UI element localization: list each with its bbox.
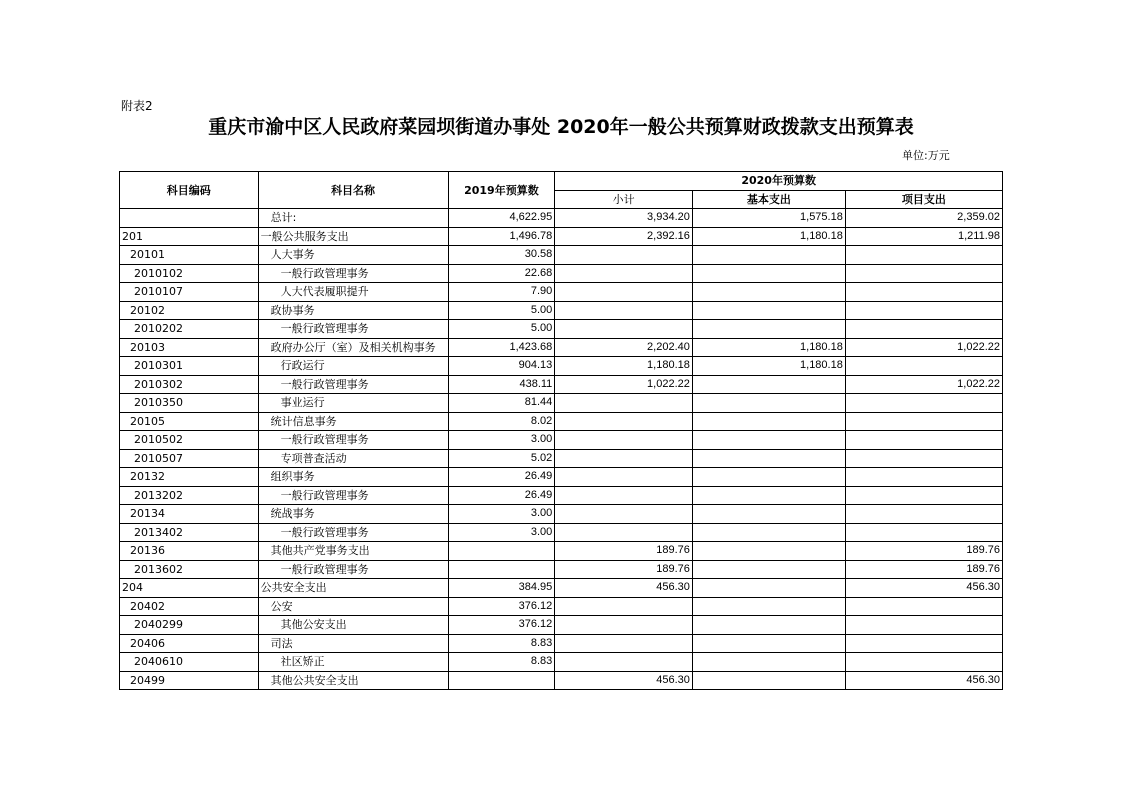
row-subtotal bbox=[555, 486, 693, 505]
row-subtotal bbox=[555, 283, 693, 302]
row-name: 人大代表履职提升 bbox=[258, 283, 448, 302]
row-project-expenditure bbox=[845, 468, 1002, 487]
row-basic-expenditure bbox=[692, 264, 845, 283]
row-basic-expenditure bbox=[692, 653, 845, 672]
row-basic-expenditure bbox=[692, 486, 845, 505]
row-basic-expenditure bbox=[692, 431, 845, 450]
row-basic-expenditure bbox=[692, 246, 845, 265]
row-2019-budget: 1,496.78 bbox=[448, 227, 555, 246]
table-row bbox=[120, 523, 1003, 542]
row-project-expenditure bbox=[845, 505, 1002, 524]
row-code: 2010107 bbox=[120, 283, 259, 302]
row-project-expenditure: 189.76 bbox=[845, 542, 1002, 561]
row-name: 一般行政管理事务 bbox=[258, 320, 448, 339]
row-2019-budget bbox=[448, 542, 555, 561]
row-name: 组织事务 bbox=[258, 468, 448, 487]
row-project-expenditure bbox=[845, 597, 1002, 616]
row-subtotal bbox=[555, 264, 693, 283]
row-basic-expenditure bbox=[692, 542, 845, 561]
table-row bbox=[120, 301, 1003, 320]
row-code: 20132 bbox=[120, 468, 259, 487]
row-subtotal bbox=[555, 246, 693, 265]
row-code: 2010202 bbox=[120, 320, 259, 339]
row-code: 201 bbox=[120, 227, 259, 246]
row-project-expenditure bbox=[845, 301, 1002, 320]
table-row bbox=[120, 505, 1003, 524]
row-project-expenditure bbox=[845, 634, 1002, 653]
row-project-expenditure bbox=[845, 412, 1002, 431]
row-2019-budget: 1,423.68 bbox=[448, 338, 555, 357]
row-project-expenditure bbox=[845, 246, 1002, 265]
table-row bbox=[120, 209, 1003, 228]
row-basic-expenditure bbox=[692, 579, 845, 598]
row-name: 一般行政管理事务 bbox=[258, 264, 448, 283]
row-2019-budget: 26.49 bbox=[448, 468, 555, 487]
row-2019-budget: 5.00 bbox=[448, 301, 555, 320]
row-subtotal: 456.30 bbox=[555, 579, 693, 598]
row-subtotal: 1,022.22 bbox=[555, 375, 693, 394]
row-project-expenditure bbox=[845, 357, 1002, 376]
row-name: 统战事务 bbox=[258, 505, 448, 524]
row-subtotal bbox=[555, 320, 693, 339]
row-project-expenditure bbox=[845, 320, 1002, 339]
row-2019-budget bbox=[448, 671, 555, 690]
table-row bbox=[120, 616, 1003, 635]
row-code: 204 bbox=[120, 579, 259, 598]
row-name: 一般行政管理事务 bbox=[258, 523, 448, 542]
row-name: 一般行政管理事务 bbox=[258, 375, 448, 394]
document-title: 重庆市渝中区人民政府菜园坝街道办事处 2020年一般公共预算财政拨款支出预算表 bbox=[208, 116, 914, 138]
table-row bbox=[120, 338, 1003, 357]
row-project-expenditure bbox=[845, 523, 1002, 542]
row-basic-expenditure bbox=[692, 560, 845, 579]
table-row bbox=[120, 394, 1003, 413]
table-row bbox=[120, 634, 1003, 653]
row-2019-budget: 7.90 bbox=[448, 283, 555, 302]
row-2019-budget bbox=[448, 560, 555, 579]
header-basic-expenditure: 基本支出 bbox=[692, 190, 845, 209]
row-project-expenditure: 1,211.98 bbox=[845, 227, 1002, 246]
row-code: 2010102 bbox=[120, 264, 259, 283]
table-row bbox=[120, 449, 1003, 468]
row-name: 公共安全支出 bbox=[258, 579, 448, 598]
row-basic-expenditure bbox=[692, 616, 845, 635]
row-project-expenditure bbox=[845, 449, 1002, 468]
row-name: 其他公安支出 bbox=[258, 616, 448, 635]
row-project-expenditure bbox=[845, 394, 1002, 413]
header-2020-budget: 2020年预算数 bbox=[555, 172, 1003, 191]
row-basic-expenditure bbox=[692, 468, 845, 487]
row-name: 司法 bbox=[258, 634, 448, 653]
row-basic-expenditure: 1,180.18 bbox=[692, 357, 845, 376]
table-row bbox=[120, 320, 1003, 339]
table-row bbox=[120, 597, 1003, 616]
row-name: 一般公共服务支出 bbox=[258, 227, 448, 246]
row-name: 社区矫正 bbox=[258, 653, 448, 672]
row-project-expenditure bbox=[845, 486, 1002, 505]
table-row bbox=[120, 357, 1003, 376]
row-subtotal bbox=[555, 634, 693, 653]
row-code: 20134 bbox=[120, 505, 259, 524]
row-project-expenditure: 2,359.02 bbox=[845, 209, 1002, 228]
row-2019-budget: 30.58 bbox=[448, 246, 555, 265]
row-code: 20406 bbox=[120, 634, 259, 653]
row-2019-budget: 5.00 bbox=[448, 320, 555, 339]
row-project-expenditure: 1,022.22 bbox=[845, 375, 1002, 394]
row-code: 2013602 bbox=[120, 560, 259, 579]
row-code: 20102 bbox=[120, 301, 259, 320]
row-subtotal bbox=[555, 412, 693, 431]
row-name: 一般行政管理事务 bbox=[258, 431, 448, 450]
row-basic-expenditure bbox=[692, 671, 845, 690]
row-2019-budget: 3.00 bbox=[448, 523, 555, 542]
row-name: 事业运行 bbox=[258, 394, 448, 413]
row-subtotal bbox=[555, 301, 693, 320]
row-code: 2040299 bbox=[120, 616, 259, 635]
row-subtotal bbox=[555, 523, 693, 542]
table-row bbox=[120, 560, 1003, 579]
table-row bbox=[120, 542, 1003, 561]
table-row bbox=[120, 246, 1003, 265]
row-2019-budget: 22.68 bbox=[448, 264, 555, 283]
row-subtotal: 456.30 bbox=[555, 671, 693, 690]
table-row bbox=[120, 227, 1003, 246]
table-row bbox=[120, 412, 1003, 431]
row-subtotal bbox=[555, 449, 693, 468]
header-code: 科目编码 bbox=[120, 172, 259, 209]
row-code: 20101 bbox=[120, 246, 259, 265]
row-code: 2013202 bbox=[120, 486, 259, 505]
row-code: 2010507 bbox=[120, 449, 259, 468]
row-2019-budget: 5.02 bbox=[448, 449, 555, 468]
header-subtotal: 小计 bbox=[555, 190, 693, 209]
row-basic-expenditure bbox=[692, 283, 845, 302]
table-row bbox=[120, 486, 1003, 505]
row-code: 20402 bbox=[120, 597, 259, 616]
row-subtotal bbox=[555, 468, 693, 487]
row-code: 2010350 bbox=[120, 394, 259, 413]
budget-table bbox=[119, 171, 1003, 690]
row-code: 20103 bbox=[120, 338, 259, 357]
table-row bbox=[120, 468, 1003, 487]
row-basic-expenditure bbox=[692, 375, 845, 394]
row-project-expenditure: 456.30 bbox=[845, 671, 1002, 690]
table-row bbox=[120, 579, 1003, 598]
row-subtotal bbox=[555, 394, 693, 413]
table-row bbox=[120, 671, 1003, 690]
row-name: 总计: bbox=[258, 209, 448, 228]
table-row bbox=[120, 283, 1003, 302]
row-2019-budget: 81.44 bbox=[448, 394, 555, 413]
row-subtotal bbox=[555, 431, 693, 450]
row-code: 2010302 bbox=[120, 375, 259, 394]
row-basic-expenditure: 1,180.18 bbox=[692, 338, 845, 357]
row-2019-budget: 8.83 bbox=[448, 634, 555, 653]
row-2019-budget: 376.12 bbox=[448, 616, 555, 635]
row-name: 行政运行 bbox=[258, 357, 448, 376]
row-project-expenditure bbox=[845, 283, 1002, 302]
row-basic-expenditure: 1,575.18 bbox=[692, 209, 845, 228]
row-project-expenditure bbox=[845, 264, 1002, 283]
row-2019-budget: 8.83 bbox=[448, 653, 555, 672]
row-project-expenditure: 1,022.22 bbox=[845, 338, 1002, 357]
table-row bbox=[120, 653, 1003, 672]
unit-label: 单位:万元 bbox=[902, 149, 950, 162]
row-name: 公安 bbox=[258, 597, 448, 616]
row-name: 专项普查活动 bbox=[258, 449, 448, 468]
row-2019-budget: 438.11 bbox=[448, 375, 555, 394]
row-basic-expenditure bbox=[692, 449, 845, 468]
row-project-expenditure bbox=[845, 431, 1002, 450]
row-2019-budget: 8.02 bbox=[448, 412, 555, 431]
row-subtotal: 189.76 bbox=[555, 560, 693, 579]
row-code bbox=[120, 209, 259, 228]
row-code: 2010301 bbox=[120, 357, 259, 376]
row-2019-budget: 3.00 bbox=[448, 505, 555, 524]
table-row bbox=[120, 375, 1003, 394]
row-2019-budget: 376.12 bbox=[448, 597, 555, 616]
row-basic-expenditure bbox=[692, 394, 845, 413]
row-name: 人大事务 bbox=[258, 246, 448, 265]
row-basic-expenditure bbox=[692, 412, 845, 431]
table-row bbox=[120, 264, 1003, 283]
row-project-expenditure: 456.30 bbox=[845, 579, 1002, 598]
header-project-expenditure: 项目支出 bbox=[845, 190, 1002, 209]
row-subtotal: 3,934.20 bbox=[555, 209, 693, 228]
row-subtotal bbox=[555, 653, 693, 672]
row-subtotal: 189.76 bbox=[555, 542, 693, 561]
table-row bbox=[120, 431, 1003, 450]
row-basic-expenditure bbox=[692, 320, 845, 339]
row-subtotal bbox=[555, 597, 693, 616]
header-2019-budget: 2019年预算数 bbox=[448, 172, 555, 209]
row-2019-budget: 904.13 bbox=[448, 357, 555, 376]
row-name: 一般行政管理事务 bbox=[258, 560, 448, 579]
row-code: 20499 bbox=[120, 671, 259, 690]
row-code: 20136 bbox=[120, 542, 259, 561]
row-subtotal bbox=[555, 616, 693, 635]
row-name: 其他公共安全支出 bbox=[258, 671, 448, 690]
row-code: 2040610 bbox=[120, 653, 259, 672]
row-project-expenditure: 189.76 bbox=[845, 560, 1002, 579]
row-project-expenditure bbox=[845, 653, 1002, 672]
table-header bbox=[120, 172, 1003, 209]
row-2019-budget: 3.00 bbox=[448, 431, 555, 450]
row-basic-expenditure bbox=[692, 301, 845, 320]
row-basic-expenditure bbox=[692, 523, 845, 542]
header-name: 科目名称 bbox=[258, 172, 448, 209]
row-2019-budget: 4,622.95 bbox=[448, 209, 555, 228]
row-basic-expenditure bbox=[692, 634, 845, 653]
row-code: 2013402 bbox=[120, 523, 259, 542]
row-basic-expenditure bbox=[692, 597, 845, 616]
row-project-expenditure bbox=[845, 616, 1002, 635]
row-name: 政协事务 bbox=[258, 301, 448, 320]
row-name: 统计信息事务 bbox=[258, 412, 448, 431]
row-name: 其他共产党事务支出 bbox=[258, 542, 448, 561]
row-subtotal: 1,180.18 bbox=[555, 357, 693, 376]
row-name: 一般行政管理事务 bbox=[258, 486, 448, 505]
row-2019-budget: 384.95 bbox=[448, 579, 555, 598]
row-basic-expenditure bbox=[692, 505, 845, 524]
row-2019-budget: 26.49 bbox=[448, 486, 555, 505]
row-name: 政府办公厅（室）及相关机构事务 bbox=[258, 338, 448, 357]
row-code: 20105 bbox=[120, 412, 259, 431]
table-body bbox=[120, 209, 1003, 690]
row-subtotal bbox=[555, 505, 693, 524]
annex-label: 附表2 bbox=[121, 99, 153, 113]
row-subtotal: 2,392.16 bbox=[555, 227, 693, 246]
row-code: 2010502 bbox=[120, 431, 259, 450]
row-subtotal: 2,202.40 bbox=[555, 338, 693, 357]
row-basic-expenditure: 1,180.18 bbox=[692, 227, 845, 246]
